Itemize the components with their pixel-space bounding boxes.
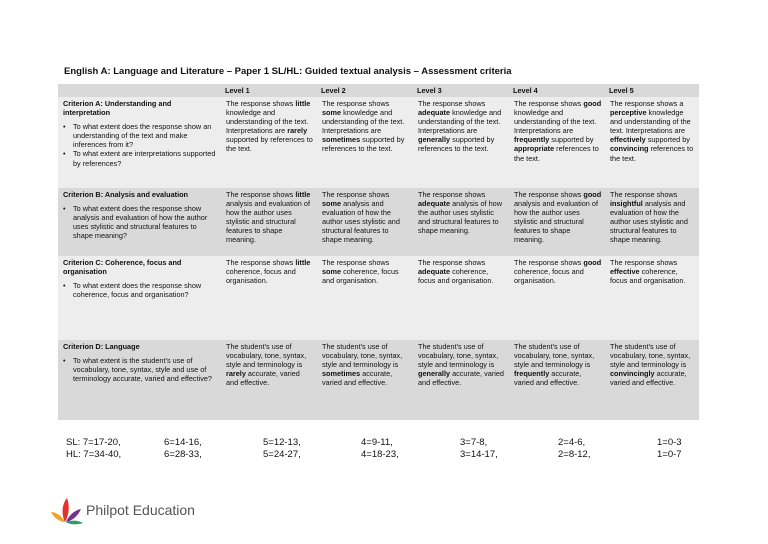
header-blank	[58, 84, 221, 97]
grade-boundaries	[66, 437, 706, 460]
grade-boundary: 5=24-27,	[263, 448, 301, 460]
emphasized-term: little	[295, 99, 311, 108]
descriptor-cell: The response shows insightful analysis and evaluation of how the author uses stylistic and structural features to shape meaning.	[605, 188, 699, 256]
descriptor-cell: The response shows effective coherence, focus and organisation.	[605, 256, 699, 340]
criterion-row	[58, 256, 699, 340]
emphasized-term: adequate	[418, 199, 451, 209]
descriptor-cell: The response shows good analysis and evaluation of how the author uses stylistic and structural features to shape meaning.	[509, 188, 605, 256]
descriptor-cell: The response shows little coherence, focus and organisation.	[221, 256, 317, 340]
descriptor-cell: The student’s use of vocabulary, tone, syntax, style and terminology is convincingly accurate, varied and effective.	[605, 340, 699, 420]
level-header-row	[58, 84, 699, 97]
emphasized-term: appropriate	[514, 144, 555, 154]
logo-leaf	[63, 498, 69, 522]
emphasized-term: frequently	[514, 135, 550, 145]
descriptor-cell: The response shows some coherence, focus and organisation.	[317, 256, 413, 340]
criterion-question: • To what extent does the response show an understanding of the text and make inferences from it?	[63, 122, 218, 149]
grade-boundary: 3=14-17,	[460, 448, 498, 460]
grade-boundary: HL: 7=34-40,	[66, 448, 122, 460]
criterion-cell	[58, 188, 221, 256]
level-header: Level 2	[317, 84, 413, 97]
emphasized-term: effectively	[610, 135, 646, 145]
emphasized-term: sometimes	[322, 135, 361, 145]
emphasized-term: little	[295, 190, 311, 199]
logo-text: Philpot Education	[86, 502, 195, 518]
emphasized-term: sometimes	[322, 369, 361, 379]
descriptor-cell: The student’s use of vocabulary, tone, syntax, style and terminology is sometimes accurate, varied and effective.	[317, 340, 413, 420]
hl-boundaries-row	[66, 449, 706, 461]
emphasized-term: generally	[418, 135, 451, 145]
descriptor-cell: The response shows adequate knowledge and understanding of the text. Interpretations are generally supported by references to the text.	[413, 97, 509, 188]
criterion-cell	[58, 256, 221, 340]
emphasized-term: little	[295, 258, 311, 267]
descriptor-cell: The response shows little analysis and evaluation of how the author uses stylistic and structural features to shape meaning.	[221, 188, 317, 256]
descriptor-cell: The response shows adequate analysis of how the author uses stylistic and structural features to shape meaning.	[413, 188, 509, 256]
descriptor-cell: The response shows a perceptive knowledge and understanding of the text. Interpretations are effectively supported by convincing references to the text.	[605, 97, 699, 188]
emphasized-term: insightful	[610, 199, 643, 209]
grade-boundary: 4=18-23,	[361, 448, 399, 460]
emphasized-term: effective	[610, 267, 640, 277]
descriptor-cell: The response shows good knowledge and understanding of the text. Interpretations are frequently supported by appropriate references to the text.	[509, 97, 605, 188]
descriptor-cell: The response shows little knowledge and understanding of the text. Interpretations are rarely supported by references to the text.	[221, 97, 317, 188]
emphasized-term: adequate	[418, 108, 451, 118]
descriptor-cell: The student’s use of vocabulary, tone, syntax, style and terminology is generally accurate, varied and effective.	[413, 340, 509, 420]
level-header: Level 5	[605, 84, 699, 97]
level-header: Level 3	[413, 84, 509, 97]
emphasized-term: some	[322, 108, 342, 118]
level-header: Level 4	[509, 84, 605, 97]
criterion-title: Criterion C: Coherence, focus and organisation	[63, 258, 182, 277]
emphasized-term: good	[583, 99, 602, 108]
emphasized-term: adequate	[418, 267, 451, 277]
descriptor-cell: The response shows some analysis and evaluation of how the author uses stylistic and structural features to shape meaning.	[317, 188, 413, 256]
level-header: Level 1	[221, 84, 317, 97]
emphasized-term: some	[322, 199, 342, 209]
emphasized-term: generally	[418, 369, 451, 379]
grade-boundary: 2=4-6,	[558, 437, 586, 448]
assessment-criteria-table	[58, 84, 699, 420]
grade-boundary: 3=7-8,	[460, 437, 488, 448]
criterion-cell	[58, 97, 221, 188]
emphasized-term: good	[583, 258, 602, 267]
emphasized-term: some	[322, 267, 342, 277]
emphasized-term: frequently	[514, 369, 550, 379]
grade-boundary: 6=28-33,	[164, 448, 202, 460]
grade-boundary: 5=12-13,	[263, 437, 301, 448]
emphasized-term: convincingly	[610, 369, 655, 379]
emphasized-term: rarely	[226, 369, 246, 379]
grade-boundary: 1=0-3	[657, 437, 682, 448]
sl-boundaries-row	[66, 437, 706, 449]
descriptor-cell: The response shows adequate coherence, focus and organisation.	[413, 256, 509, 340]
grade-boundary: 4=9-11,	[361, 437, 393, 448]
grade-boundary: 1=0-7	[657, 448, 682, 460]
descriptor-cell: The response shows some knowledge and understanding of the text. Interpretations are sometimes supported by references to the text.	[317, 97, 413, 188]
criterion-question: • To what extent does the response show analysis and evaluation of how the author uses stylistic and structural features to shape meaning?	[63, 204, 218, 240]
criterion-row	[58, 97, 699, 188]
criterion-title: Criterion B: Analysis and evaluation	[63, 190, 189, 199]
descriptor-cell: The student’s use of vocabulary, tone, syntax, style and terminology is frequently accurate, varied and effective.	[509, 340, 605, 420]
descriptor-cell: The student’s use of vocabulary, tone, syntax, style and terminology is rarely accurate, varied and effective.	[221, 340, 317, 420]
criterion-row	[58, 340, 699, 420]
criterion-title: Criterion A: Understanding and interpretation	[63, 99, 172, 118]
page-title: English A: Language and Literature – Paper 1 SL/HL: Guided textual analysis – Assessment criteria	[64, 66, 512, 77]
grade-boundary: SL: 7=17-20,	[66, 437, 121, 448]
criterion-question: • To what extent is the student’s use of vocabulary, tone, syntax, style and use of terminology accurate, varied and effective?	[63, 356, 218, 383]
criterion-row	[58, 188, 699, 256]
descriptor-cell: The response shows good coherence, focus and organisation.	[509, 256, 605, 340]
emphasized-term: rarely	[287, 126, 308, 136]
criterion-title: Criterion D: Language	[63, 342, 140, 351]
emphasized-term: perceptive	[610, 108, 647, 118]
criterion-question: • To what extent does the response show coherence, focus and organisation?	[63, 281, 218, 299]
emphasized-term: convincing	[610, 144, 649, 154]
criterion-question: • To what extent are interpretations supported by references?	[63, 149, 218, 167]
grade-boundary: 2=8-12,	[558, 448, 591, 460]
emphasized-term: good	[583, 190, 602, 199]
leaf-logo-icon	[50, 496, 84, 526]
philpot-education-logo	[50, 496, 220, 526]
grade-boundary: 6=14-16,	[164, 437, 202, 448]
criterion-cell	[58, 340, 221, 420]
